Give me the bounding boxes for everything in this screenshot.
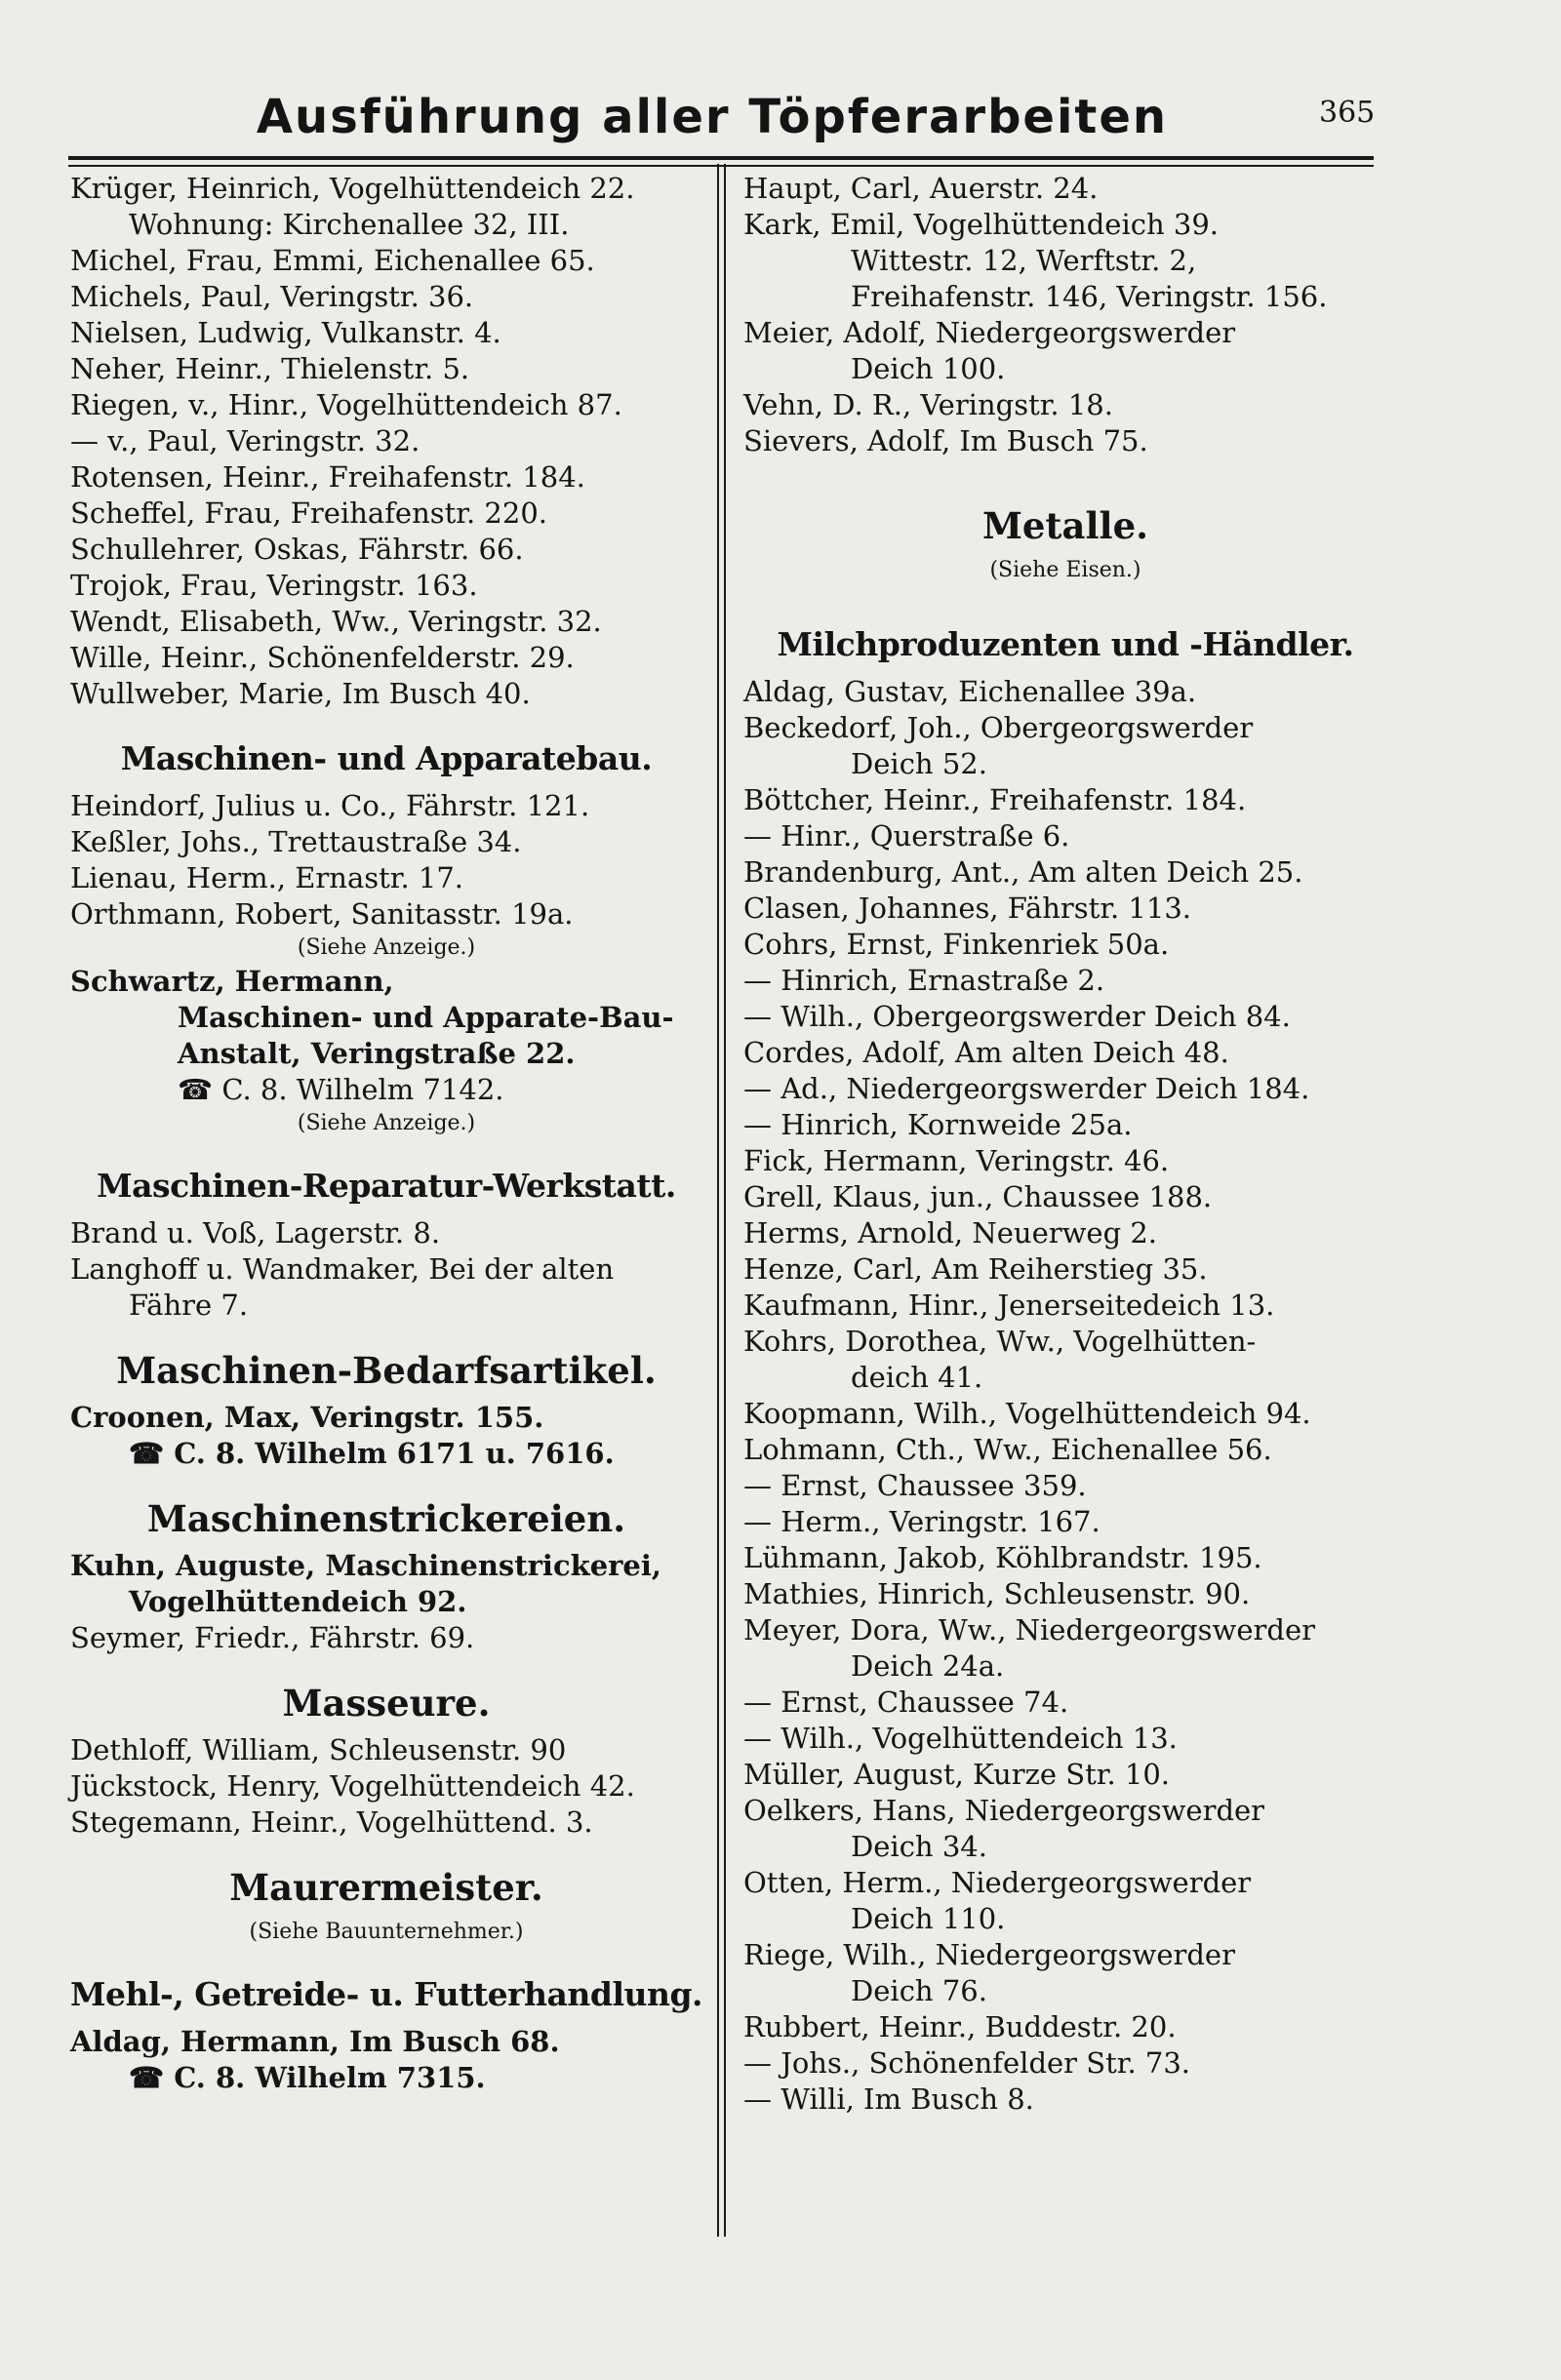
list-item: Meyer, Dora, Ww., Niedergeorgswerder [743,1613,1315,1646]
list-item: Beckedorf, Joh., Obergeorgswerder [743,711,1254,744]
list-item: Vehn, D. R., Veringstr. 18. [743,388,1113,421]
list-item: — Wilh., Obergeorgswerder Deich 84. [743,1000,1291,1033]
list-item: Michel, Frau, Emmi, Eichenallee 65. [70,244,595,277]
list-item: Keßler, Johs., Trettaustraße 34. [70,825,522,858]
list-item: Brand u. Voß, Lagerstr. 8. [70,1216,441,1250]
section-heading: Maschinen-Bedarfsartikel. [116,1349,657,1392]
list-item: — Ad., Niedergeorgswerder Deich 184. [743,1072,1310,1105]
list-item: Aldag, Gustav, Eichenallee 39a. [743,675,1197,708]
list-item: Orthmann, Robert, Sanitasstr. 19a. [70,897,574,931]
list-item: Rubbert, Heinr., Buddestr. 20. [743,2010,1177,2043]
list-item: Haupt, Carl, Auerstr. 24. [743,172,1099,205]
section-heading: Milchproduzenten und -Händler. [777,625,1354,663]
list-item: Neher, Heinr., Thielenstr. 5. [70,352,470,385]
section-heading: Maurermeister. [229,1866,543,1909]
list-item: — Willi, Im Busch 8. [743,2082,1034,2116]
list-item: Schwartz, Hermann, [70,965,394,998]
list-item: — Hinr., Querstraße 6. [743,819,1070,853]
list-item: Sievers, Adolf, Im Busch 75. [743,424,1148,457]
list-item: Nielsen, Ludwig, Vulkanstr. 4. [70,316,501,349]
list-item: Dethloff, William, Schleusenstr. 90 [70,1733,567,1766]
page-header-title: Ausführung aller Töpferarbeiten [256,90,1169,144]
section-heading: Maschinen-Reparatur-Werkstatt. [97,1167,676,1205]
list-item: — Herm., Veringstr. 167. [743,1505,1101,1538]
list-item: Deich 110. [851,1902,1006,1935]
phone-line: ☎ C. 8. Wilhelm 6171 u. 7616. [129,1437,615,1470]
list-item: Schullehrer, Oskas, Fährstr. 66. [70,533,524,566]
column-divider [717,164,719,2237]
list-item: Trojok, Frau, Veringstr. 163. [70,569,478,602]
list-item: Deich 24a. [851,1649,1005,1683]
list-item: — v., Paul, Veringstr. 32. [70,424,420,457]
list-item: Heindorf, Julius u. Co., Fährstr. 121. [70,789,590,822]
list-item: Scheffel, Frau, Freihafenstr. 220. [70,496,547,530]
section-heading: Maschinen- und Apparatebau. [120,739,653,777]
list-item: Michels, Paul, Veringstr. 36. [70,280,474,313]
list-item: Seymer, Friedr., Fährstr. 69. [70,1621,475,1654]
list-item: Anstalt, Veringstraße 22. [178,1037,576,1070]
list-item: — Ernst, Chaussee 359. [743,1469,1087,1502]
list-item: Herms, Arnold, Neuerweg 2. [743,1216,1158,1250]
list-item: Riege, Wilh., Niedergeorgswerder [743,1938,1235,1971]
header-rule [68,156,1374,160]
list-item: Henze, Carl, Am Reiherstieg 35. [743,1252,1208,1286]
list-item: Cordes, Adolf, Am alten Deich 48. [743,1036,1229,1069]
list-item: Stegemann, Heinr., Vogelhüttend. 3. [70,1805,593,1839]
list-item: Wendt, Elisabeth, Ww., Veringstr. 32. [70,605,602,638]
list-item: Langhoff u. Wandmaker, Bei der alten [70,1252,615,1286]
list-item: Brandenburg, Ant., Am alten Deich 25. [743,855,1303,889]
phone-line: ☎ C. 8. Wilhelm 7142. [178,1073,504,1106]
list-item: Croonen, Max, Veringstr. 155. [70,1401,544,1434]
section-heading: Metalle. [981,504,1149,547]
list-item: Krüger, Heinrich, Vogelhüttendeich 22. [70,172,635,205]
list-item: Müller, August, Kurze Str. 10. [743,1758,1171,1791]
left-column [70,171,702,2096]
list-item: Deich 34. [851,1830,987,1863]
list-item: Böttcher, Heinr., Freihafenstr. 184. [743,783,1247,816]
list-item: Kaufmann, Hinr., Jenerseitedeich 13. [743,1289,1275,1322]
list-item: — Hinrich, Kornweide 25a. [743,1108,1133,1141]
list-item: Koopmann, Wilh., Vogelhüttendeich 94. [743,1397,1311,1430]
list-item: Mathies, Hinrich, Schleusenstr. 90. [743,1577,1251,1610]
list-item: Fick, Hermann, Veringstr. 46. [743,1144,1170,1177]
list-item: Aldag, Hermann, Im Busch 68. [70,2025,560,2058]
list-item: Fähre 7. [129,1289,249,1322]
list-item: Oelkers, Hans, Niedergeorgswerder [743,1794,1265,1827]
list-item: — Wilh., Vogelhüttendeich 13. [743,1722,1178,1755]
list-item: Cohrs, Ernst, Finkenriek 50a. [743,928,1170,961]
list-item: Lühmann, Jakob, Köhlbrandstr. 195. [743,1541,1262,1574]
see-note: (Siehe Anzeige.) [297,935,476,960]
section-heading: Masseure. [282,1682,491,1725]
list-item: Wittestr. 12, Werftstr. 2, [851,244,1197,277]
list-item: Deich 52. [851,747,987,780]
list-item: Rotensen, Heinr., Freihafenstr. 184. [70,460,585,494]
list-item: Grell, Klaus, jun., Chaussee 188. [743,1180,1213,1213]
phone-line: ☎ C. 8. Wilhelm 7315. [129,2061,486,2094]
section-heading: Mehl-, Getreide- u. Futterhandlung. [70,1975,703,2013]
list-item: Freihafenstr. 146, Veringstr. 156. [851,280,1328,313]
list-item: — Ernst, Chaussee 74. [743,1686,1069,1719]
see-note: (Siehe Bauunternehmer.) [249,1920,524,1944]
see-note: (Siehe Anzeige.) [297,1111,476,1135]
see-note: (Siehe Eisen.) [989,558,1141,582]
list-item: deich 41. [851,1361,983,1394]
list-item: Riegen, v., Hinr., Vogelhüttendeich 87. [70,388,622,421]
list-item: Wille, Heinr., Schönenfelderstr. 29. [70,641,575,674]
list-item: Lohmann, Cth., Ww., Eichenallee 56. [743,1433,1272,1466]
list-item: Kark, Emil, Vogelhüttendeich 39. [743,208,1219,241]
list-item: Deich 76. [851,1974,987,2007]
section-heading: Maschinenstrickereien. [146,1497,626,1540]
list-item: Wullweber, Marie, Im Busch 40. [70,677,531,710]
list-item: Kohrs, Dorothea, Ww., Vogelhütten- [743,1325,1257,1358]
list-item: — Johs., Schönenfelder Str. 73. [743,2046,1191,2080]
header-rule-thin [68,165,1374,167]
column-divider-thin [724,164,726,2237]
list-item: Deich 100. [851,352,1006,385]
list-item: Maschinen- und Apparate-Bau- [178,1001,674,1034]
list-item: Otten, Herm., Niedergeorgswerder [743,1866,1252,1899]
list-item: Wohnung: Kirchenallee 32, III. [129,208,570,241]
right-column [743,171,1387,2118]
list-item: Vogelhüttendeich 92. [129,1585,467,1618]
list-item: — Hinrich, Ernastraße 2. [743,964,1105,997]
list-item: Kuhn, Auguste, Maschinenstrickerei, [70,1549,661,1582]
list-item: Jückstock, Henry, Vogelhüttendeich 42. [70,1769,635,1803]
list-item: Clasen, Johannes, Fährstr. 113. [743,892,1192,925]
page-number: 365 [1319,96,1376,130]
list-item: Lienau, Herm., Ernastr. 17. [70,861,464,894]
list-item: Meier, Adolf, Niedergeorgswerder [743,316,1236,349]
